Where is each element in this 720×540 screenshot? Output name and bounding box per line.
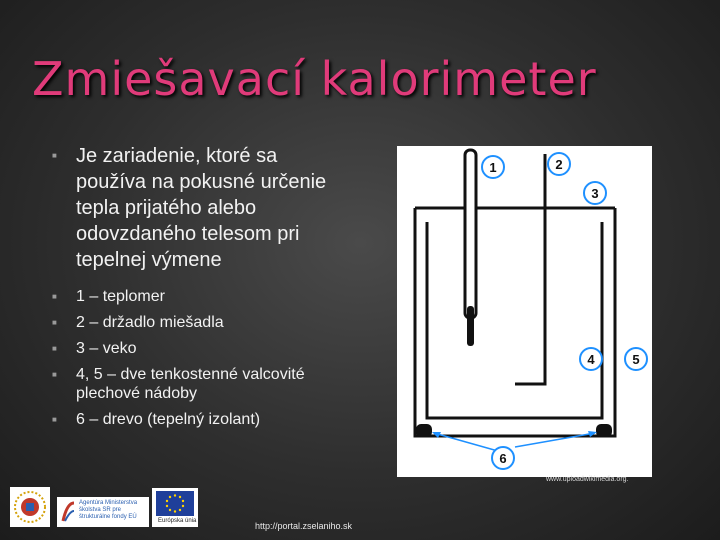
definition-text: Je zariadenie, ktoré sa používa na pokusné určenie tepla prijatého alebo odovzdaného telesom pri tepelnej výmene [76, 145, 327, 271]
list-item-text: 1 – teplomer [76, 288, 165, 305]
bullet-icon: ■ [52, 318, 57, 327]
eu-logo [152, 488, 198, 527]
eu-flag-icon [156, 491, 194, 516]
slide-content [52, 143, 352, 436]
list-item [52, 287, 352, 306]
diagram-label-circles [482, 153, 647, 469]
calorimeter-diagram [397, 146, 652, 477]
school-logo [10, 487, 50, 527]
label-6: 6 [499, 451, 507, 466]
wood-block-left [416, 424, 432, 437]
thermometer-bulb [467, 306, 474, 346]
label-1: 1 [489, 160, 497, 175]
bullet-icon: ■ [52, 292, 57, 301]
list-item [52, 339, 352, 358]
agency-logo-text: Agentúra Ministerstva školstva SR pre štrukturálne fondy EÚ [79, 500, 138, 520]
list-item [52, 313, 352, 332]
calorimeter-drawing [397, 146, 652, 477]
label-4: 4 [587, 352, 595, 367]
footer-logos [10, 485, 200, 531]
label-3: 3 [591, 186, 599, 201]
parts-list [52, 287, 352, 429]
stirrer-handle [515, 154, 545, 384]
agency-swoosh-icon [61, 501, 75, 523]
bullet-icon: ■ [52, 370, 57, 379]
list-item-text: 6 – drevo (tepelný izolant) [76, 411, 261, 428]
list-item-text: 3 – veko [76, 340, 137, 357]
school-emblem-icon [10, 487, 50, 527]
thermometer [465, 150, 476, 318]
image-credit: www.uploadwikimedia.org. [546, 476, 629, 483]
definition-bullet [52, 143, 352, 273]
list-item [52, 410, 352, 429]
list-item-text: 4, 5 – dve tenkostenné valcovité plechové nádoby [76, 366, 305, 402]
list-item [52, 365, 352, 403]
list-item-text: 2 – držadlo miešadla [76, 314, 224, 331]
agency-logo [57, 497, 149, 527]
label-2: 2 [555, 157, 563, 172]
bullet-icon: ■ [52, 344, 57, 353]
wood-block-right [596, 424, 612, 437]
slide-title: Zmiešavací kalorimeter [32, 52, 597, 106]
outer-vessel [415, 208, 615, 436]
bullet-icon: ■ [52, 415, 57, 424]
eu-logo-text: Európska únia [158, 518, 197, 524]
source-url[interactable]: http://portal.zselaniho.sk [255, 521, 353, 531]
label-5: 5 [632, 352, 640, 367]
inner-vessel [427, 222, 602, 418]
bullet-icon: ■ [52, 151, 57, 160]
